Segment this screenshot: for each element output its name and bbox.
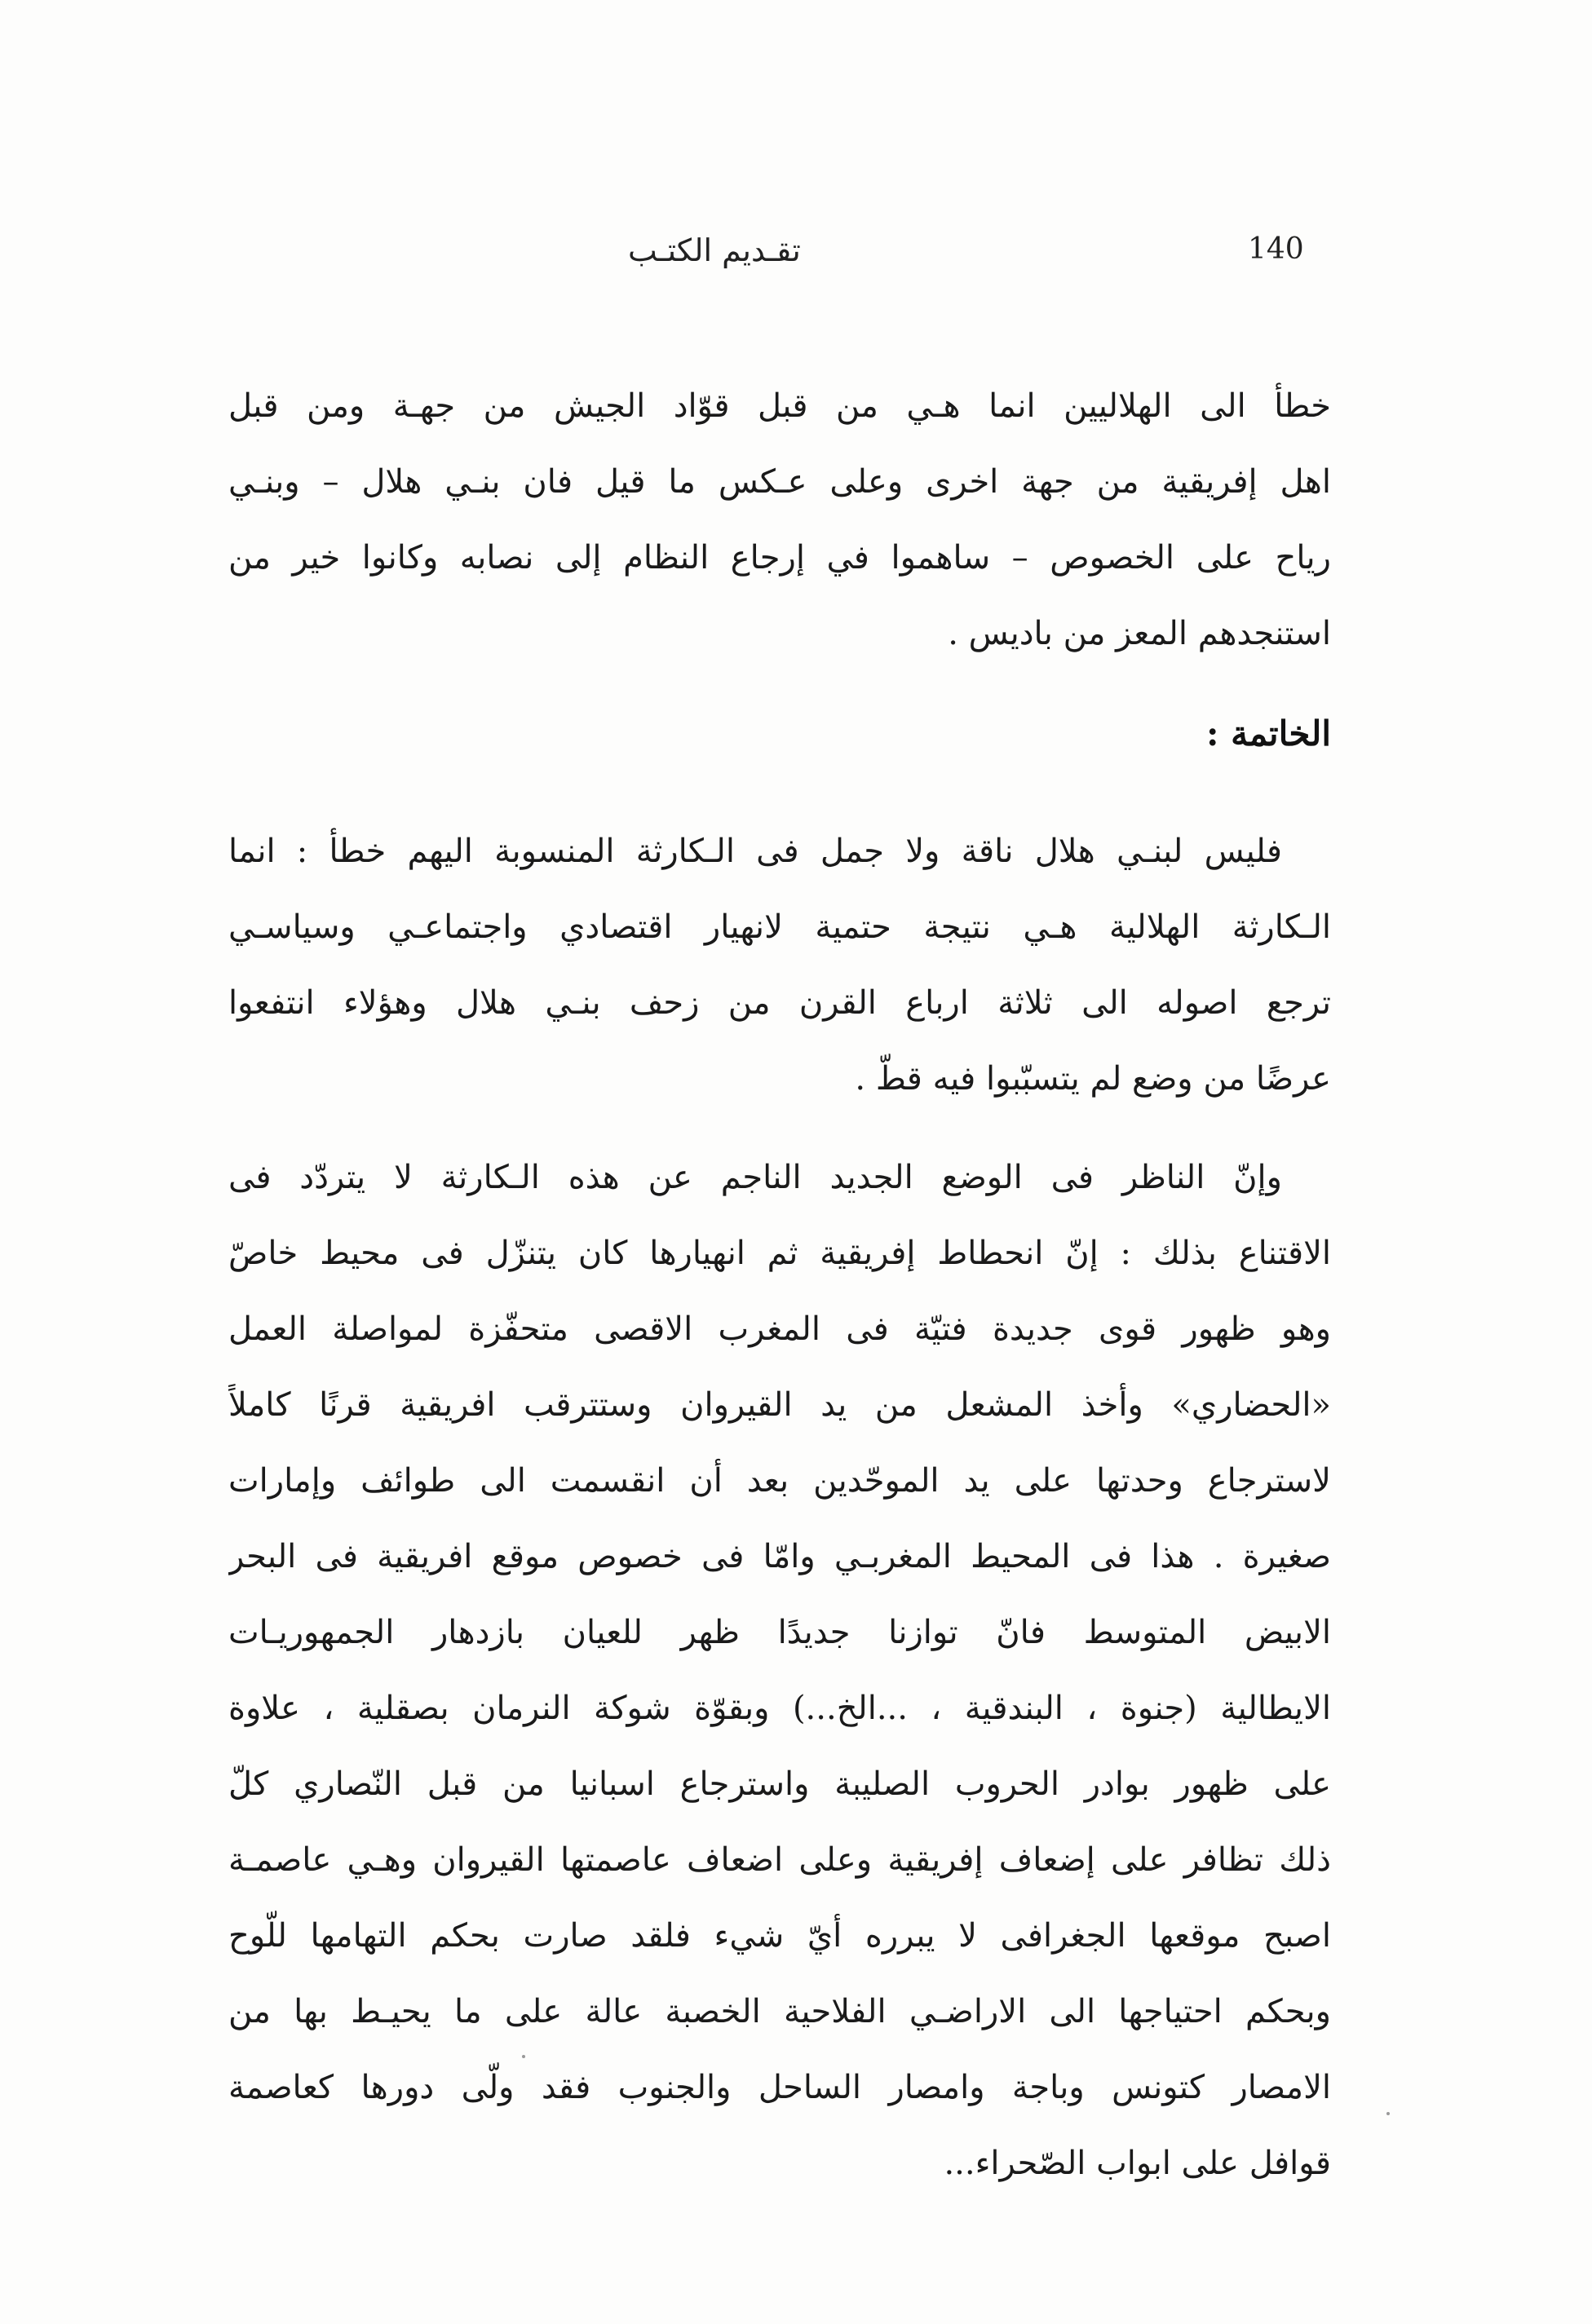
paragraph-3	[228, 1140, 1331, 2202]
page-number: 140	[1248, 232, 1304, 266]
text-line: الامصار كتونس وباجة وامصار الساحل والجنوب فقد ولّى دورها كعاصمة	[228, 2069, 1331, 2106]
paragraph-1	[228, 369, 1331, 672]
text-line: اصبح موقعها الجغرافى لا يبرره أيّ شيء فلقد صارت بحكم التهامها للّوح	[228, 1917, 1331, 1955]
text-line: الايطالية (جنوة ، البندقية ، ...الخ...) وبقوّة شوكة النرمان بصقلية ، علاوة	[228, 1690, 1331, 1727]
text-line: على ظهور بوادر الحروب الصليبة واسترجاع اسبانيا من قبل النّصاري كلّ	[228, 1765, 1331, 1803]
scan-speck	[522, 2055, 525, 2058]
page-header	[228, 232, 1331, 281]
scan-speck	[1386, 2112, 1390, 2115]
text-line: خطأ الى الهلاليين انما هـي من قبل قوّاد الجيش من جهـة ومن قبل	[228, 387, 1331, 425]
text-line: الابيض المتوسط فانّ توازنا جديدًا ظهر للعيان بازدهار الجمهوريـات	[228, 1614, 1331, 1651]
text-line: رياح على الخصوص – ساهموا في إرجاع النظام إلى نصابه وكانوا خير من	[228, 539, 1331, 577]
text-line: وبحكم احتياجها الى الاراضـي الفلاحية الخصبة عالة على ما يحيـط بها من	[228, 1993, 1331, 2030]
text-line: استنجدهم المعز من باديس .	[948, 615, 1331, 652]
text-line: لاسترجاع وحدتها على يد الموحّدين بعد أن انقسمت الى طوائف وإمارات	[228, 1462, 1331, 1500]
text-line: فليس لبنـي هلال ناقة ولا جمل فى الـكارثة المنسوبة اليهم خطأ : انما	[228, 833, 1282, 870]
text-line: وهو ظهور قوى جديدة فتيّة فى المغرب الاقصى متحفّزة لمواصلة العمل	[228, 1310, 1331, 1348]
text-line: «الحضاري» وأخذ المشعل من يد القيروان وستترقب افريقية قرنًا كاملاً	[228, 1386, 1331, 1424]
text-line: ذلك تظافر على إضعاف إفريقية وعلى اضعاف عاصمتها القيروان وهـي عاصمـة	[228, 1841, 1331, 1879]
running-title: تقـديم الكتـب	[628, 232, 801, 268]
paragraph-2	[228, 814, 1331, 1117]
text-line: عرضًا من وضع لم يتسبّبوا فيه قطّ .	[855, 1060, 1331, 1098]
section-heading: الخاتمة :	[1206, 714, 1331, 753]
text-line: اهل إفريقية من جهة اخرى وعلى عـكس ما قيل فان بنـي هلال – وبنـي	[228, 463, 1331, 501]
text-line: ترجع اصوله الى ثلاثة ارباع القرن من زحف بنـي هلال وهؤلاء انتفعوا	[228, 984, 1331, 1022]
text-line: الـكارثة الهلالية هـي نتيجة حتمية لانهيار اقتصادي واجتماعـي وسياسـي	[228, 908, 1331, 946]
text-line: صغيرة . هذا فى المحيط المغربـي وامّا فى خصوص موقع افريقية فى البحر	[228, 1538, 1331, 1575]
text-line: وإنّ الناظر فى الوضع الجديد الناجم عن هذه الـكارثة لا يتردّد فى	[228, 1159, 1282, 1196]
text-line: قوافل على ابواب الصّحراء...	[944, 2145, 1331, 2182]
text-line: الاقتناع بذلك : إنّ انحطاط إفريقية ثم انهيارها كان يتنزّل فى محيط خاصّ	[228, 1235, 1331, 1272]
